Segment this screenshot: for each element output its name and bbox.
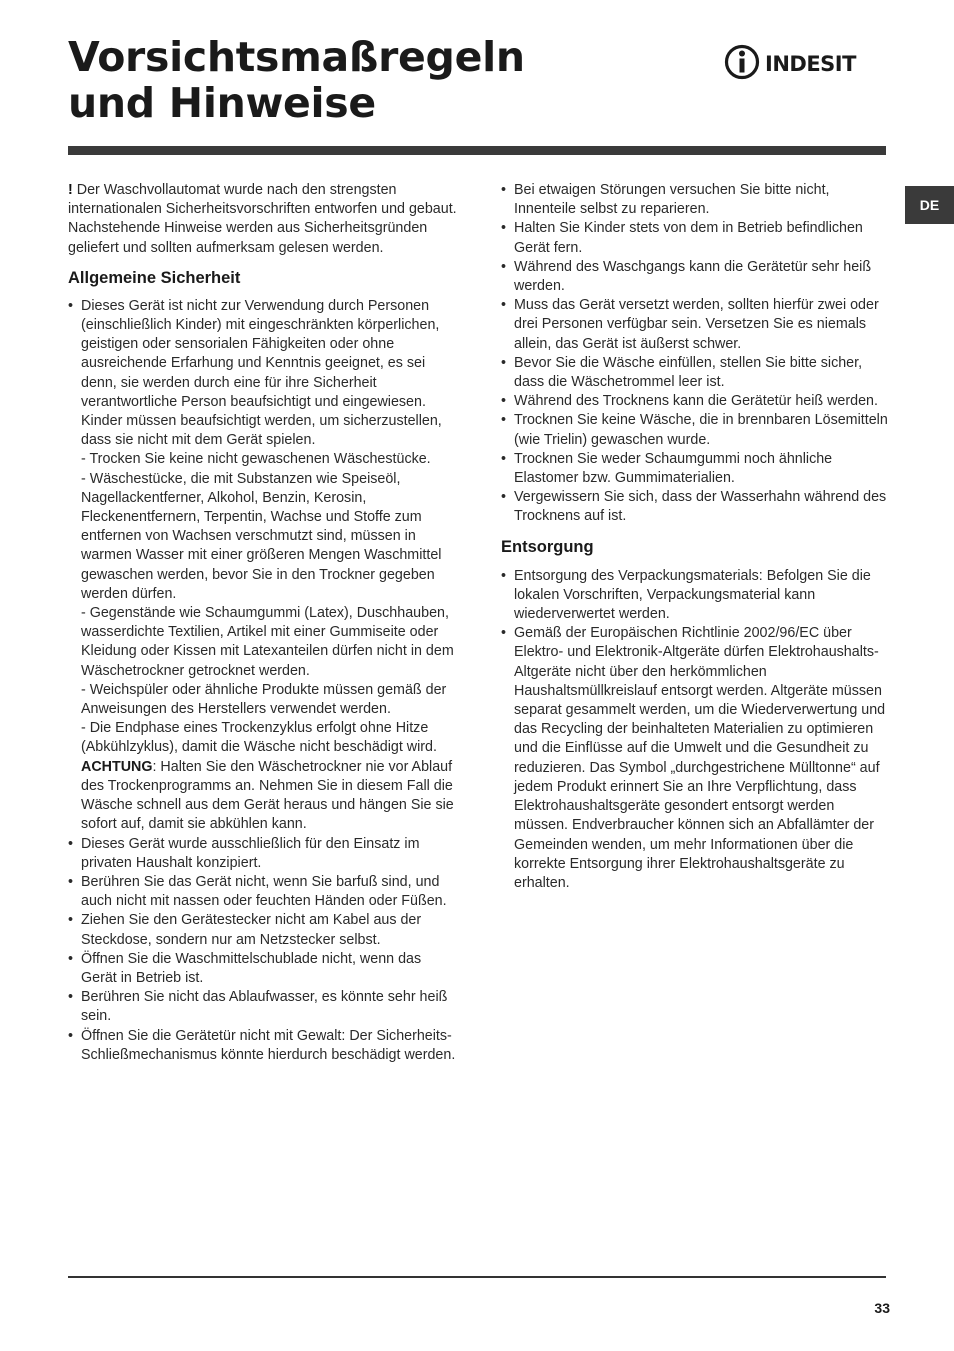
list-item-text: Während des Trocknens kann die Gerätetür heiß werden. xyxy=(514,393,878,410)
bullet: • xyxy=(501,567,507,584)
list-item xyxy=(501,392,889,411)
bullet: • xyxy=(501,393,507,410)
intro-text: Der Waschvollautomat wurde nach den strengsten internationalen Sicherheitsvorschriften entworfen und gebaut. Nachstehende Hinweise werden aus Sicherheitsgründen geliefert und sollten aufmerksam gelesen werden. xyxy=(68,182,457,256)
header-rule xyxy=(68,146,886,155)
bullet: • xyxy=(501,489,507,506)
list-item-text: Vergewissern Sie sich, dass der Wasserhahn während des Trocknens auf ist. xyxy=(514,489,887,525)
disposal-heading: Entsorgung xyxy=(501,537,594,556)
warning-label: ACHTUNG xyxy=(81,758,153,775)
list-item xyxy=(501,411,889,449)
bullet: • xyxy=(68,835,74,852)
page-number: 33 xyxy=(874,1300,890,1316)
brand-name: INDESIT xyxy=(765,52,856,76)
list-item-text: Gemäß der Europäischen Richtlinie 2002/96/EC über Elektro- und Elektronik-Altgeräte dürfen Elektrohaushalts-Altgeräte nicht über den herkömmlichen Haushaltsmüllkreislauf entsorgt werden. Altgeräte müssen separat gesammelt werden, um die Wiederverwertung und das Recycling der beinhalteten Materialien zu optimieren und die Einflüsse auf die Umwelt und die Gesundheit zu reduzieren. Das Symbol „durchgestrichene Mülltonne“ auf jedem Produkt erinnert Sie an Ihre Verpflichtung, dass Elektrohaushaltsgeräte gesondert entsorgt werden müssen. Endverbraucher können sich an Abfallämter der Gemeinden wenden, um mehr Informationen über die korrekte Entsorgung ihrer Elektrohaushaltsgeräte zu erhalten. xyxy=(514,625,886,891)
list-item-text: Dieses Gerät wurde ausschließlich für den Einsatz im privaten Haushalt konzipiert. xyxy=(81,835,420,871)
list-item xyxy=(501,450,889,488)
list-item xyxy=(501,624,889,893)
bullet: • xyxy=(501,450,507,467)
list-item xyxy=(501,567,889,625)
bullet: • xyxy=(68,989,74,1006)
list-item-text: Bei etwaigen Störungen versuchen Sie bitte nicht, Innenteile selbst zu reparieren. xyxy=(514,182,830,218)
bullet: • xyxy=(501,258,507,275)
page-title-line-2: und Hinweise xyxy=(68,79,376,127)
bullet: • xyxy=(68,950,74,967)
list-item-text: Dieses Gerät ist nicht zur Verwendung durch Personen (einschließlich Kinder) mit eingeschränkten körperlichen, geistigen oder sensorialen Fähigkeiten oder ohne ausreichende Erfarhung und Kenntnis geeignet, es sei denn, sie werden durch eine für ihre Sicherheit verantwortliche Person beaufsichtigt und eingewiesen. Kinder müssen beaufsichtigt werden, um sicherzustellen, dass sie nicht mit dem Gerät spielen. xyxy=(81,297,442,449)
list-item-text: Öffnen Sie die Gerätetür nicht mit Gewalt: Der Sicherheits-Schließmechanismus könnte hierdurch beschädigt werden. xyxy=(81,1027,456,1063)
list-item-text: Bevor Sie die Wäsche einfüllen, stellen Sie bitte sicher, dass die Wäschetrommel leer ist. xyxy=(514,354,863,391)
list-item-text: Trocknen Sie weder Schaumgummi noch ähnliche Elastomer bzw. Gummimaterialien. xyxy=(514,450,833,487)
footer-rule xyxy=(68,1276,886,1278)
list-item xyxy=(501,354,889,392)
bullet: • xyxy=(501,354,507,371)
warning-note xyxy=(81,758,458,835)
list-item xyxy=(68,950,458,988)
bullet: • xyxy=(68,912,74,929)
list-item-text: Halten Sie Kinder stets von dem in Betrieb befindlichen Gerät fern. xyxy=(514,220,863,256)
list-item xyxy=(68,988,458,1026)
bullet: • xyxy=(501,625,507,642)
warning-text: : Halten Sie den Wäschetrockner nie vor Ablauf des Trockenprogramms an. Nehmen Sie in diesem Fall die Wäsche schnell aus dem Gerät heraus und hängen Sie sie sofort auf, damit sie abkühlen kann. xyxy=(81,758,454,833)
intro-paragraph xyxy=(68,181,458,258)
list-item-text: Ziehen Sie den Gerätestecker nicht am Kabel aus der Steckdose, sondern nur am Netzstecker selbst. xyxy=(81,912,422,948)
list-item xyxy=(501,219,889,257)
warning-mark: ! xyxy=(68,182,73,198)
page-title-line-1: Vorsichtsmaßregeln xyxy=(68,33,525,81)
disposal-list xyxy=(501,567,889,893)
sub-item: - Die Endphase eines Trockenzyklus erfolgt ohne Hitze (Abkühlzyklus), damit die Wäsche nicht beschädigt wird. xyxy=(81,720,437,756)
page-title xyxy=(68,34,525,126)
right-column xyxy=(501,181,889,893)
list-item xyxy=(68,1027,458,1065)
bullet: • xyxy=(501,220,507,237)
sub-item: - Gegenstände wie Schaumgummi (Latex), Duschhauben, wasserdichte Textilien, Artikel mit einer Gummiseite oder Kleidung oder Kissen mit Latexanteilen dürfen nicht in dem Wäschetrockner getrocknet werden. xyxy=(81,605,454,679)
safety-list-continued xyxy=(501,181,889,527)
indesit-logo-icon xyxy=(724,40,888,84)
list-item-text: Trocknen Sie keine Wäsche, die in brennbaren Lösemitteln (wie Trielin) gewaschen wurde. xyxy=(514,412,888,448)
list-item xyxy=(68,297,458,835)
list-item-text: Berühren Sie nicht das Ablaufwasser, es könnte sehr heiß sein. xyxy=(81,989,448,1025)
list-item xyxy=(68,911,458,949)
left-column xyxy=(68,181,458,1065)
bullet: • xyxy=(68,1027,74,1044)
list-item xyxy=(501,296,889,354)
list-item xyxy=(501,181,889,219)
list-item-text: Während des Waschgangs kann die Gerätetür sehr heiß werden. xyxy=(514,258,872,295)
list-item xyxy=(501,258,889,296)
bullet: • xyxy=(501,182,507,198)
list-item xyxy=(501,488,889,526)
general-safety-heading: Allgemeine Sicherheit xyxy=(68,268,241,287)
general-safety-list xyxy=(68,297,458,1065)
list-item-text: Entsorgung des Verpackungsmaterials: Befolgen Sie die lokalen Vorschriften, Verpackungsmaterial kann wiederverwertet werden. xyxy=(514,567,871,623)
list-item-text: Muss das Gerät versetzt werden, sollten hierfür zwei oder drei Personen verfügbar sein. Versetzen Sie es niemals allein, das Gerät ist äußerst schwer. xyxy=(514,297,879,352)
bullet: • xyxy=(68,873,74,890)
sub-item: - Weichspüler oder ähnliche Produkte müssen gemäß der Anweisungen des Herstellers verwendet werden. xyxy=(81,681,447,718)
bullet: • xyxy=(501,412,507,429)
list-item xyxy=(68,873,458,911)
list-item-text: Öffnen Sie die Waschmittelschublade nicht, wenn das Gerät in Betrieb ist. xyxy=(81,950,422,986)
sub-item: - Trocken Sie keine nicht gewaschenen Wäschestücke. xyxy=(81,451,431,468)
bullet: • xyxy=(501,297,507,314)
list-item xyxy=(68,835,458,873)
list-item-text: Berühren Sie das Gerät nicht, wenn Sie barfuß sind, und auch nicht mit nassen oder feuchten Händen oder Füßen. xyxy=(81,873,447,910)
bullet: • xyxy=(68,297,74,314)
language-tab: DE xyxy=(905,186,954,224)
sub-item: - Wäschestücke, die mit Substanzen wie Speiseöl, Nagellackentferner, Alkohol, Benzin, Kerosin, Fleckenentfernern, Terpentin, Wachse und Stoffe zum entfernen von Wachsen verschmutzt sind, müssen in warmen Wasser mit einer größeren Mengen Waschmittel gewaschen werden, bevor Sie in den Trockner gegeben werden dürfen. xyxy=(81,470,442,602)
